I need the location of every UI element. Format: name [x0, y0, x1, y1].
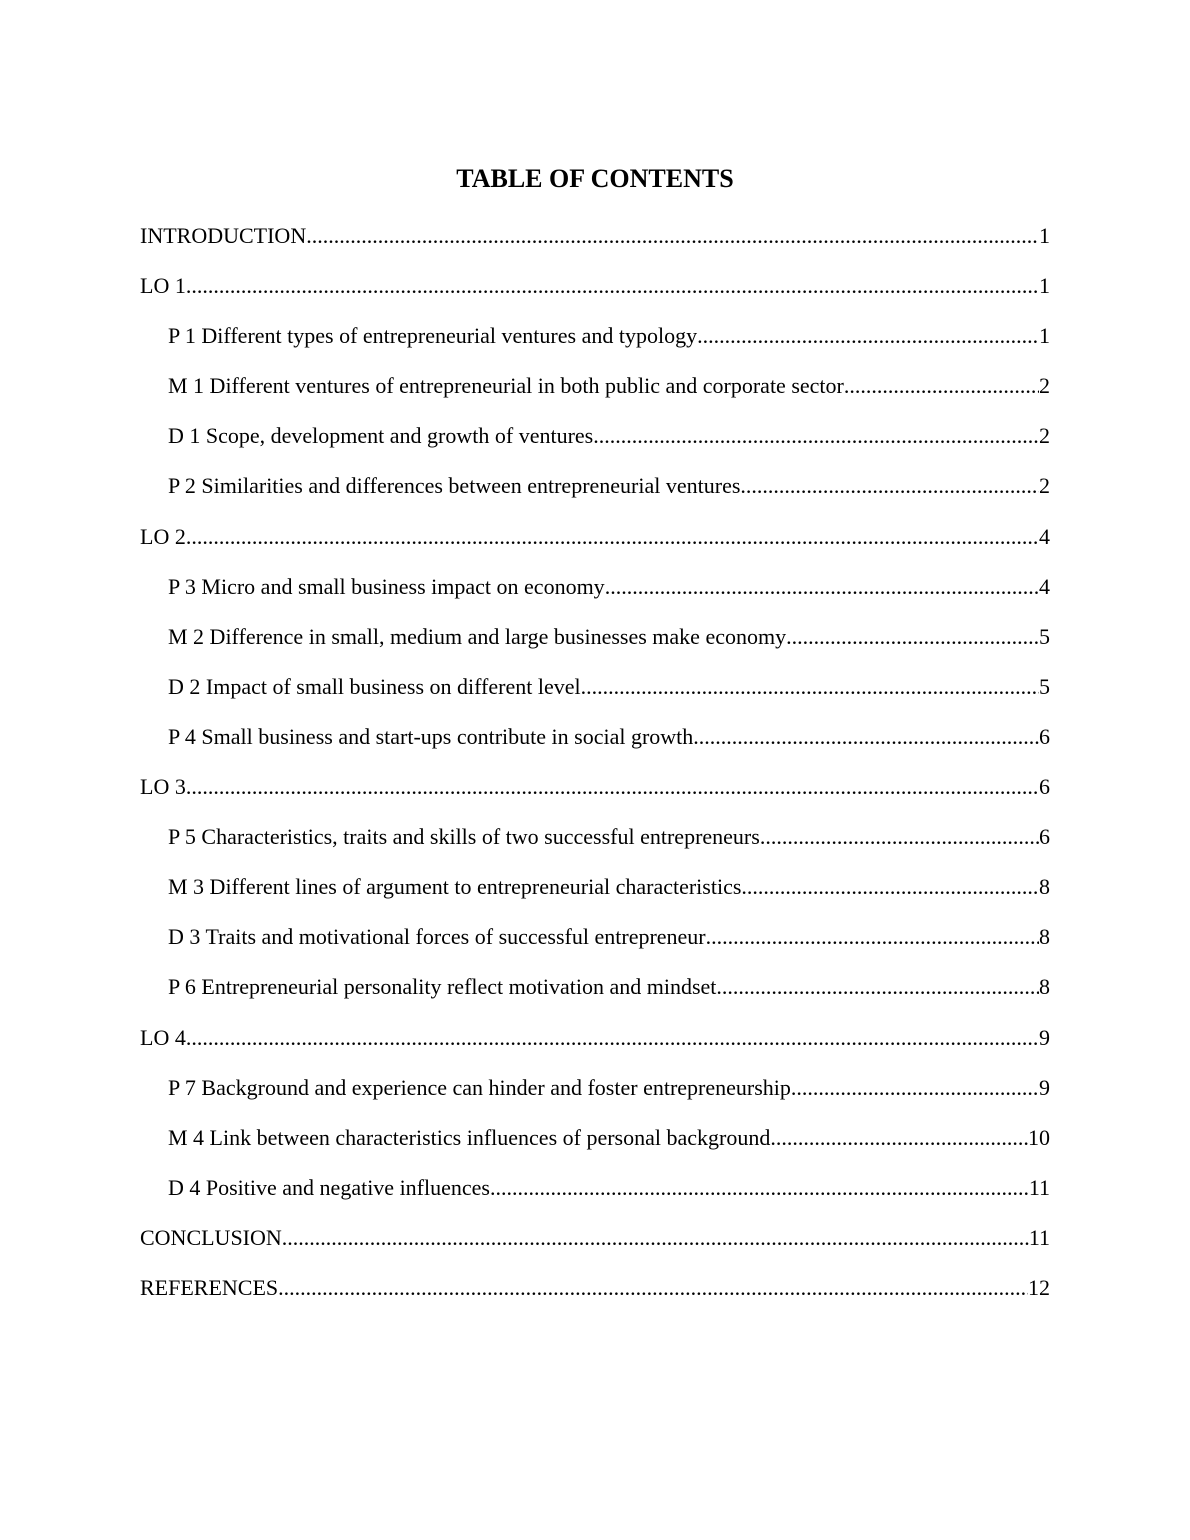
toc-entry[interactable]: [140, 419, 1050, 469]
toc-dot-leader: [186, 269, 1039, 303]
toc-dot-leader: [693, 720, 1039, 754]
toc-page-number: 1: [1039, 323, 1050, 349]
toc-entry[interactable]: [140, 620, 1050, 670]
toc-entry[interactable]: [140, 1271, 1050, 1321]
toc-entry-label: M 4 Link between characteristics influences of personal background: [168, 1124, 771, 1150]
toc-entry[interactable]: [140, 1071, 1050, 1121]
toc-entry[interactable]: [140, 469, 1050, 519]
toc-entry-label: D 2 Impact of small business on different level: [168, 673, 581, 699]
toc-dot-leader: [740, 469, 1039, 503]
toc-entry-label: CONCLUSION: [140, 1224, 282, 1250]
toc-entry-label: D 4 Positive and negative influences: [168, 1174, 490, 1200]
toc-entry-label: P 6 Entrepreneurial personality reflect motivation and mindset: [168, 974, 717, 1000]
toc-entry[interactable]: [140, 319, 1050, 369]
toc-entry[interactable]: [140, 520, 1050, 570]
toc-dot-leader: [581, 670, 1039, 704]
toc-page-number: 4: [1039, 573, 1050, 599]
toc-dot-leader: [593, 419, 1039, 453]
toc-page-number: 9: [1039, 1074, 1050, 1100]
toc-page-number: 2: [1039, 373, 1050, 399]
toc-dot-leader: [760, 820, 1039, 854]
toc-entry-label: P 2 Similarities and differences between entrepreneurial ventures: [168, 473, 741, 499]
toc-entry-label: M 3 Different lines of argument to entrepreneurial characteristics: [168, 874, 742, 900]
toc-dot-leader: [791, 1071, 1039, 1105]
toc-entry-label: M 1 Different ventures of entrepreneurial in both public and corporate sector: [168, 373, 844, 399]
toc-entry[interactable]: [140, 269, 1050, 319]
toc-dot-leader: [844, 369, 1039, 403]
toc-entry[interactable]: [140, 1171, 1050, 1221]
toc-page-number: 10: [1028, 1124, 1050, 1150]
toc-entry[interactable]: [140, 670, 1050, 720]
toc-page-number: 11: [1028, 1224, 1050, 1250]
toc-entry[interactable]: [140, 770, 1050, 820]
toc-entry-label: P 1 Different types of entrepreneurial ventures and typology: [168, 323, 698, 349]
toc-dot-leader: [706, 920, 1039, 954]
toc-entry[interactable]: [140, 369, 1050, 419]
toc-dot-leader: [697, 319, 1039, 353]
toc-dot-leader: [186, 770, 1039, 804]
toc-page-number: 8: [1039, 974, 1050, 1000]
toc-page-number: 2: [1039, 473, 1050, 499]
toc-page-number: 5: [1039, 673, 1050, 699]
toc-entry-label: REFERENCES: [140, 1274, 279, 1300]
toc-dot-leader: [770, 1121, 1028, 1155]
toc-entry-label: D 1 Scope, development and growth of ventures: [168, 423, 594, 449]
toc-page-number: 1: [1039, 223, 1050, 248]
toc-page-number: 6: [1039, 824, 1050, 850]
toc-dot-leader: [786, 620, 1039, 654]
toc-page-number: 11: [1028, 1174, 1050, 1200]
toc-entry[interactable]: [140, 720, 1050, 770]
toc-dot-leader: [186, 520, 1039, 554]
toc-dot-leader: [282, 1221, 1029, 1255]
toc-entry-label: D 3 Traits and motivational forces of successful entrepreneur: [168, 924, 706, 950]
toc-entry-label: LO 3: [140, 774, 186, 800]
toc-dot-leader: [490, 1171, 1029, 1205]
toc-entry[interactable]: [140, 570, 1050, 620]
toc-entry[interactable]: [140, 1021, 1050, 1071]
toc-entry[interactable]: [140, 820, 1050, 870]
toc-page-number: 5: [1039, 623, 1050, 649]
toc-page-number: 1: [1039, 273, 1050, 299]
toc-dot-leader: [741, 870, 1039, 904]
table-of-contents: [140, 219, 1050, 1321]
toc-page-number: 6: [1039, 723, 1050, 749]
toc-entry-label: P 4 Small business and start-ups contribute in social growth: [168, 723, 694, 749]
toc-entry[interactable]: [140, 870, 1050, 920]
toc-entry[interactable]: [140, 920, 1050, 970]
toc-entry-label: M 2 Difference in small, medium and large businesses make economy: [168, 623, 787, 649]
toc-entry-label: INTRODUCTION: [140, 223, 307, 248]
toc-entry-label: LO 4: [140, 1024, 186, 1050]
toc-entry[interactable]: [140, 1221, 1050, 1271]
toc-page-number: 6: [1039, 774, 1050, 800]
toc-entry-label: LO 2: [140, 523, 186, 549]
toc-page-number: 8: [1039, 874, 1050, 900]
toc-entry-label: LO 1: [140, 273, 186, 299]
toc-page-number: 2: [1039, 423, 1050, 449]
toc-entry[interactable]: [140, 219, 1050, 269]
toc-entry[interactable]: [140, 970, 1050, 1020]
toc-page-number: 8: [1039, 924, 1050, 950]
toc-entry-label: P 3 Micro and small business impact on economy: [168, 573, 605, 599]
toc-entry-label: P 7 Background and experience can hinder and foster entrepreneurship: [168, 1074, 791, 1100]
toc-page-number: 12: [1028, 1274, 1050, 1300]
toc-page-number: 9: [1039, 1024, 1050, 1050]
toc-page-number: 4: [1039, 523, 1050, 549]
toc-dot-leader: [186, 1021, 1039, 1055]
toc-dot-leader: [605, 570, 1039, 604]
toc-dot-leader: [716, 970, 1039, 1004]
page-title: TABLE OF CONTENTS: [456, 164, 734, 193]
toc-entry-label: P 5 Characteristics, traits and skills of two successful entrepreneurs: [168, 824, 760, 850]
toc-dot-leader: [306, 219, 1039, 253]
toc-dot-leader: [278, 1271, 1028, 1305]
toc-entry[interactable]: [140, 1121, 1050, 1171]
